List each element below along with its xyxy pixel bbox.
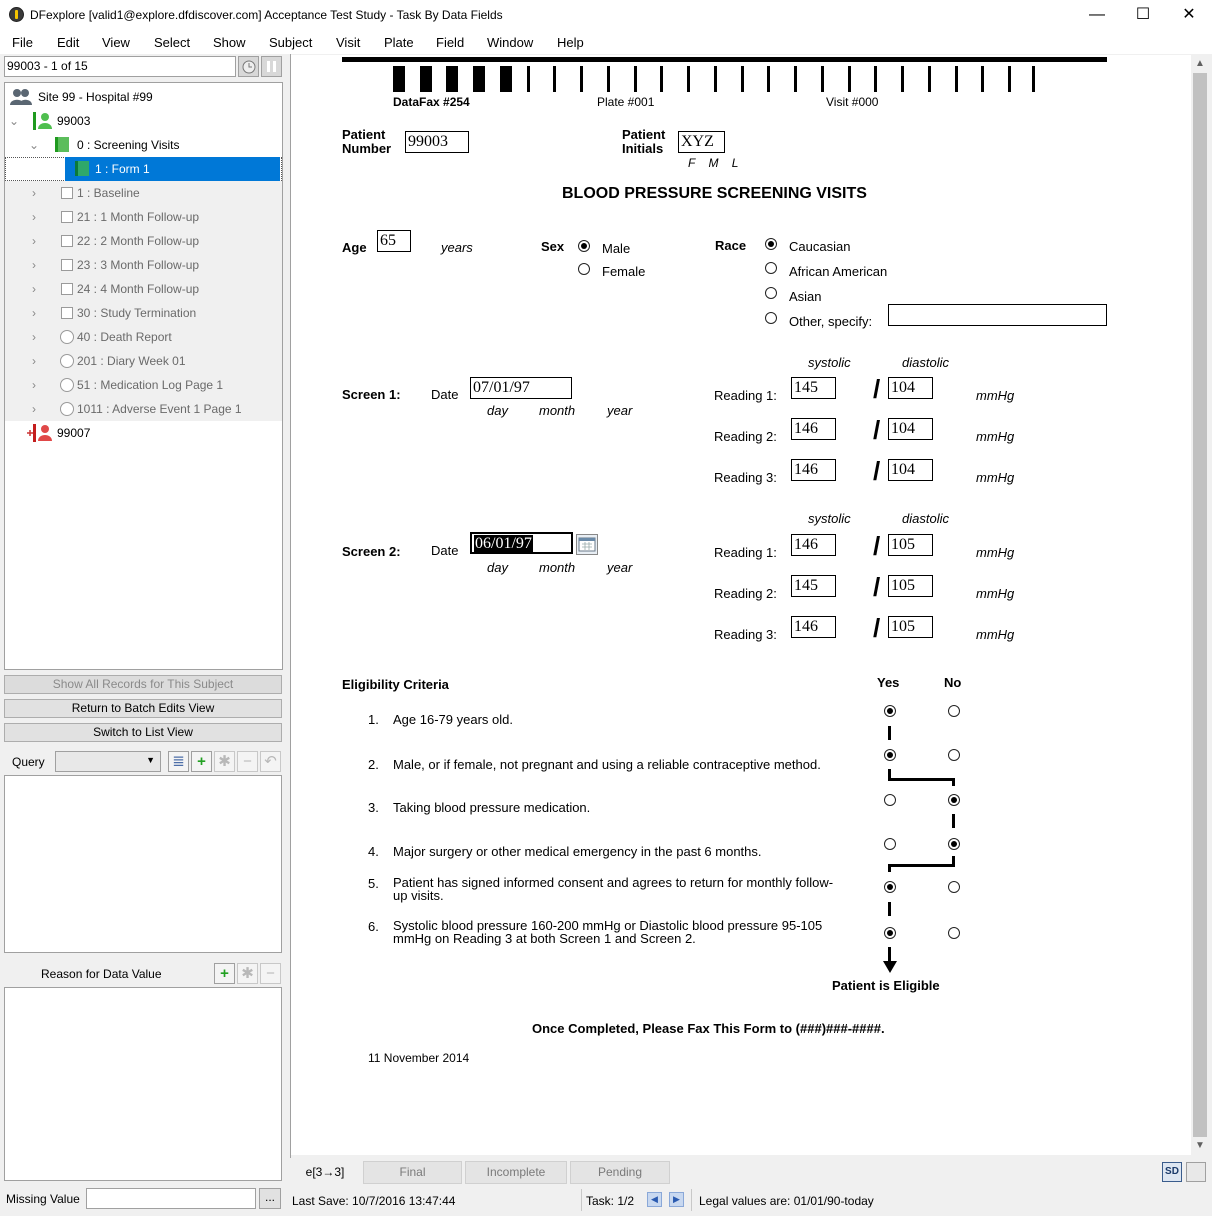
criterion5-yes-radio[interactable] bbox=[884, 881, 896, 893]
tree-item-label: 30 : Study Termination bbox=[77, 306, 197, 320]
app-icon bbox=[9, 7, 24, 22]
record-position: 99003 - 1 of 15 bbox=[4, 56, 236, 77]
last-save-status: Last Save: 10/7/2016 13:47:44 bbox=[292, 1194, 456, 1208]
missing-value-browse-button[interactable]: ... bbox=[259, 1188, 281, 1209]
barcode-bar bbox=[553, 66, 556, 92]
reading-label: Reading 2: bbox=[714, 586, 777, 601]
sex-male-radio[interactable] bbox=[578, 240, 590, 252]
close-button[interactable]: ✕ bbox=[1182, 6, 1196, 23]
visit-number: Visit #000 bbox=[826, 95, 879, 109]
unit-mmhg: mmHg bbox=[976, 627, 1015, 642]
screen1-label: Screen 1: bbox=[342, 387, 401, 402]
screen2-label: Screen 2: bbox=[342, 544, 401, 559]
race-caucasian-radio[interactable] bbox=[765, 238, 777, 250]
visit-green-icon bbox=[55, 137, 69, 152]
show-all-records-button[interactable]: Show All Records for This Subject bbox=[4, 675, 282, 694]
barcode-bar bbox=[500, 66, 512, 92]
barcode-bar bbox=[794, 66, 797, 92]
race-other-radio[interactable] bbox=[765, 312, 777, 324]
chevron-down-icon[interactable]: ⌄ bbox=[29, 138, 40, 152]
empty-circle-icon bbox=[60, 378, 74, 392]
empty-box-icon bbox=[61, 307, 73, 319]
task-prev-icon[interactable]: ◀ bbox=[647, 1192, 662, 1207]
criterion-text: Patient has signed informed consent and agrees to return for monthly follow-up visits. bbox=[393, 875, 834, 903]
chevron-right-icon[interactable]: › bbox=[32, 330, 36, 344]
reading-label: Reading 3: bbox=[714, 470, 777, 485]
chevron-right-icon[interactable]: › bbox=[32, 306, 36, 320]
tree-item[interactable] bbox=[5, 373, 282, 397]
barcode-bar bbox=[393, 66, 405, 92]
barcode-bar bbox=[928, 66, 931, 92]
subject-green-icon bbox=[33, 112, 55, 130]
edit-query-icon[interactable]: ✱ bbox=[214, 751, 235, 772]
tree-item[interactable] bbox=[5, 253, 282, 277]
reason-text-area[interactable] bbox=[4, 987, 282, 1181]
criterion1-yes-radio[interactable] bbox=[884, 705, 896, 717]
screen2-date-value: 06/01/97 bbox=[475, 535, 532, 552]
initials-hint: F M L bbox=[688, 156, 739, 170]
list-lines-icon[interactable]: ≣ bbox=[168, 751, 189, 772]
barcode-top-bar bbox=[342, 57, 1107, 62]
tree-item[interactable] bbox=[5, 277, 282, 301]
race-african-american-radio[interactable] bbox=[765, 262, 777, 274]
tree-item-label: 21 : 1 Month Follow-up bbox=[77, 210, 200, 224]
barcode-bar bbox=[446, 66, 458, 92]
status-incomplete-button[interactable]: Incomplete bbox=[465, 1161, 567, 1184]
screen1-reading2-diastolic[interactable]: 104 bbox=[888, 418, 933, 440]
query-select[interactable] bbox=[55, 751, 161, 772]
age-field[interactable]: 65 bbox=[377, 230, 411, 252]
barcode-bar bbox=[1008, 66, 1011, 92]
barcode-bar bbox=[767, 66, 770, 92]
reading-label: Reading 1: bbox=[714, 545, 777, 560]
eligibility-yes-header: Yes bbox=[877, 675, 900, 690]
barcode-bar bbox=[901, 66, 904, 92]
barcode-bar bbox=[420, 66, 432, 92]
criterion3-yes-radio[interactable] bbox=[884, 794, 896, 806]
flow-line bbox=[888, 778, 955, 781]
status-divider bbox=[691, 1189, 692, 1211]
unit-mmhg: mmHg bbox=[976, 388, 1015, 403]
title-bar bbox=[0, 0, 1212, 30]
systolic-header: systolic bbox=[808, 511, 851, 526]
subject-red-icon bbox=[25, 424, 55, 442]
criterion-number: 4. bbox=[368, 844, 379, 859]
eligibility-no-header: No bbox=[944, 675, 962, 690]
screen2-reading2-systolic[interactable]: 145 bbox=[791, 575, 836, 597]
calendar-icon[interactable] bbox=[576, 534, 598, 555]
tree-item-label: 1 : Baseline bbox=[77, 186, 140, 200]
empty-circle-icon bbox=[60, 402, 74, 416]
sex-female-radio[interactable] bbox=[578, 263, 590, 275]
barcode-bar bbox=[634, 66, 637, 92]
criterion3-no-radio[interactable] bbox=[948, 794, 960, 806]
slash-separator: / bbox=[873, 456, 881, 486]
patient-initials-label bbox=[622, 128, 665, 156]
tree-item[interactable] bbox=[5, 325, 282, 349]
reading-label: Reading 3: bbox=[714, 627, 777, 642]
screen2-reading1-systolic[interactable]: 146 bbox=[791, 534, 836, 556]
patient-number-label-line1: Patient bbox=[342, 127, 386, 142]
date-month-hint: month bbox=[539, 560, 576, 575]
eligibility-title: Eligibility Criteria bbox=[342, 677, 449, 692]
screen2-reading2-diastolic[interactable]: 105 bbox=[888, 575, 933, 597]
task-next-icon[interactable]: ▶ bbox=[669, 1192, 684, 1207]
empty-box-icon bbox=[61, 259, 73, 271]
tree-item[interactable] bbox=[5, 349, 282, 373]
barcode-bar bbox=[848, 66, 851, 92]
empty-circle-icon bbox=[60, 330, 74, 344]
race-other-label: Other, specify: bbox=[789, 314, 873, 329]
criterion6-yes-radio[interactable] bbox=[884, 927, 896, 939]
edit-reason-icon[interactable]: ✱ bbox=[237, 963, 258, 984]
slash-separator: / bbox=[873, 531, 881, 561]
screen1-reading1-systolic[interactable]: 145 bbox=[791, 377, 836, 399]
chevron-down-icon[interactable]: ⌄ bbox=[9, 114, 20, 128]
criterion1-no-radio[interactable] bbox=[948, 705, 960, 717]
chevron-right-icon[interactable]: › bbox=[32, 282, 36, 296]
empty-box-icon bbox=[61, 187, 73, 199]
race-african-american-label: African American bbox=[789, 264, 888, 279]
legal-values-status: Legal values are: 01/01/90-today bbox=[699, 1194, 874, 1208]
race-caucasian-label: Caucasian bbox=[789, 239, 851, 254]
race-asian-radio[interactable] bbox=[765, 287, 777, 299]
criterion-text: Age 16-79 years old. bbox=[393, 712, 513, 727]
menu-field[interactable]: Field bbox=[436, 35, 465, 50]
screen2-reading1-diastolic[interactable]: 105 bbox=[888, 534, 933, 556]
tree-visit-label: 0 : Screening Visits bbox=[77, 138, 180, 152]
criterion-number: 6. bbox=[368, 919, 379, 934]
status-pending-button[interactable]: Pending bbox=[570, 1161, 670, 1184]
datafax-number: DataFax #254 bbox=[393, 95, 470, 109]
task-status: Task: 1/2 bbox=[586, 1194, 635, 1208]
menu-view[interactable]: View bbox=[102, 35, 130, 50]
delete-reason-icon[interactable]: − bbox=[260, 963, 281, 984]
date-day-hint: day bbox=[487, 560, 508, 575]
barcode-bar bbox=[660, 66, 663, 92]
barcode-bar bbox=[1032, 66, 1035, 92]
chevron-right-icon[interactable]: › bbox=[32, 210, 36, 224]
tree-item[interactable] bbox=[5, 301, 282, 325]
switch-list-view-button[interactable]: Switch to List View bbox=[4, 723, 282, 742]
tree-site-label: Site 99 - Hospital #99 bbox=[38, 90, 153, 104]
empty-box-icon bbox=[61, 235, 73, 247]
barcode-bar bbox=[714, 66, 717, 92]
criterion5-no-radio[interactable] bbox=[948, 881, 960, 893]
tree-item-label: 40 : Death Report bbox=[77, 330, 172, 344]
criterion-text: Taking blood pressure medication. bbox=[393, 800, 591, 815]
race-asian-label: Asian bbox=[789, 289, 822, 304]
query-text-area[interactable] bbox=[4, 775, 282, 953]
menu-help[interactable]: Help bbox=[557, 35, 584, 50]
patient-initials-label-line1: Patient bbox=[622, 127, 666, 142]
status-final-button[interactable]: Final bbox=[363, 1161, 462, 1184]
minimize-button[interactable]: — bbox=[1089, 6, 1105, 23]
chevron-right-icon[interactable]: › bbox=[32, 354, 36, 368]
status-divider bbox=[581, 1189, 582, 1211]
scroll-down-icon[interactable]: ▼ bbox=[1195, 1140, 1205, 1151]
barcode-bar bbox=[741, 66, 744, 92]
tree-item-label: 23 : 3 Month Follow-up bbox=[77, 258, 200, 272]
criterion2-no-radio[interactable] bbox=[948, 749, 960, 761]
flow-line bbox=[888, 864, 891, 872]
slash-separator: / bbox=[873, 374, 881, 404]
criterion4-no-radio[interactable] bbox=[948, 838, 960, 850]
form-date-printed: 11 November 2014 bbox=[368, 1051, 470, 1065]
scroll-up-icon[interactable]: ▲ bbox=[1195, 58, 1205, 69]
slash-separator: / bbox=[873, 613, 881, 643]
clock-icon[interactable] bbox=[238, 56, 259, 77]
arrow-down-icon bbox=[882, 960, 898, 974]
dropdown-arrow-icon: ▼ bbox=[146, 755, 155, 765]
tree-item[interactable] bbox=[5, 205, 282, 229]
screen1-date-label: Date bbox=[431, 387, 459, 402]
barcode-bar bbox=[473, 66, 485, 92]
chevron-right-icon[interactable]: › bbox=[32, 378, 36, 392]
maximize-button[interactable]: ☐ bbox=[1135, 6, 1151, 23]
barcode-bar bbox=[874, 66, 877, 92]
subject-tree bbox=[4, 82, 283, 670]
tree-visit-0[interactable] bbox=[5, 133, 282, 157]
criterion-number: 3. bbox=[368, 800, 379, 815]
missing-value-input[interactable] bbox=[86, 1188, 256, 1209]
menu-window[interactable]: Window bbox=[487, 35, 534, 50]
unit-mmhg: mmHg bbox=[976, 586, 1015, 601]
reading-label: Reading 2: bbox=[714, 429, 777, 444]
screen1-reading1-diastolic[interactable]: 104 bbox=[888, 377, 933, 399]
screen1-reading3-diastolic[interactable]: 104 bbox=[888, 459, 933, 481]
barcode-bar bbox=[981, 66, 984, 92]
pause-icon[interactable] bbox=[261, 56, 282, 77]
chevron-right-icon[interactable]: › bbox=[32, 234, 36, 248]
tree-item[interactable] bbox=[5, 397, 282, 421]
age-label: Age bbox=[342, 240, 367, 255]
chevron-right-icon[interactable]: › bbox=[32, 186, 36, 200]
add-query-icon[interactable]: + bbox=[191, 751, 212, 772]
patient-initials-label-line2: Initials bbox=[622, 141, 664, 156]
sd-icon[interactable]: SD bbox=[1162, 1162, 1182, 1182]
slash-separator: / bbox=[873, 572, 881, 602]
empty-circle-icon bbox=[60, 354, 74, 368]
tree-item-label: 24 : 4 Month Follow-up bbox=[77, 282, 200, 296]
barcode-bar bbox=[580, 66, 583, 92]
barcode-bar bbox=[687, 66, 690, 92]
barcode-bar bbox=[955, 66, 958, 92]
barcode-bar bbox=[821, 66, 824, 92]
tree-site[interactable] bbox=[5, 85, 282, 109]
race-label: Race bbox=[715, 238, 747, 253]
tree-item-label: 201 : Diary Week 01 bbox=[77, 354, 186, 368]
chevron-right-icon[interactable]: › bbox=[32, 258, 36, 272]
add-reason-icon[interactable]: + bbox=[214, 963, 235, 984]
criterion-text: Major surgery or other medical emergency in the past 6 months. bbox=[393, 844, 762, 859]
menu-bar bbox=[0, 30, 1212, 54]
race-other-specify-field[interactable] bbox=[888, 304, 1107, 326]
diastolic-header: diastolic bbox=[902, 511, 949, 526]
delete-query-icon[interactable]: − bbox=[237, 751, 258, 772]
reason-label: Reason for Data Value bbox=[41, 967, 162, 981]
unit-mmhg: mmHg bbox=[976, 470, 1015, 485]
diastolic-header: diastolic bbox=[902, 355, 949, 370]
patient-number-field[interactable]: 99003 bbox=[405, 131, 469, 153]
tree-subject-label: 99007 bbox=[57, 426, 91, 440]
form-green-icon-overlay bbox=[75, 161, 89, 176]
unit-mmhg: mmHg bbox=[976, 545, 1015, 560]
status-extra-button[interactable] bbox=[1186, 1162, 1206, 1182]
flow-line bbox=[888, 864, 955, 867]
scrollbar-thumb[interactable] bbox=[1193, 73, 1207, 1137]
criterion2-yes-radio[interactable] bbox=[884, 749, 896, 761]
tree-item[interactable] bbox=[5, 229, 282, 253]
flow-line bbox=[888, 902, 891, 916]
criterion4-yes-radio[interactable] bbox=[884, 838, 896, 850]
screen2-reading3-diastolic[interactable]: 105 bbox=[888, 616, 933, 638]
criterion-number: 5. bbox=[368, 876, 379, 891]
menu-show[interactable]: Show bbox=[213, 35, 246, 50]
criterion-text: Male, or if female, not pregnant and using a reliable contraceptive method. bbox=[393, 757, 821, 772]
menu-file[interactable]: File bbox=[12, 35, 33, 50]
tree-item-label: 51 : Medication Log Page 1 bbox=[77, 378, 224, 392]
age-years-unit: years bbox=[441, 240, 473, 255]
screen1-date-field[interactable]: 07/01/97 bbox=[470, 377, 572, 399]
screen2-date-field[interactable] bbox=[470, 532, 573, 554]
tree-subject-99003[interactable] bbox=[5, 109, 282, 133]
unit-mmhg: mmHg bbox=[976, 429, 1015, 444]
tree-item-label: 22 : 2 Month Follow-up bbox=[77, 234, 200, 248]
undo-query-icon[interactable]: ↶ bbox=[260, 751, 281, 772]
tree-form-label: 1 : Form 1 bbox=[65, 157, 280, 181]
systolic-header: systolic bbox=[808, 355, 851, 370]
form-footer-fax: Once Completed, Please Fax This Form to (###)###-####. bbox=[532, 1021, 885, 1036]
barcode-bar bbox=[527, 66, 530, 92]
criterion6-no-radio[interactable] bbox=[948, 927, 960, 939]
patient-number-label-line2: Number bbox=[342, 141, 392, 156]
menu-plate[interactable]: Plate bbox=[384, 35, 414, 50]
date-day-hint: day bbox=[487, 403, 508, 418]
date-year-hint: year bbox=[607, 560, 633, 575]
menu-edit[interactable]: Edit bbox=[57, 35, 80, 50]
screen1-reading3-systolic[interactable]: 146 bbox=[791, 459, 836, 481]
menu-select[interactable]: Select bbox=[154, 35, 191, 50]
criterion-number: 2. bbox=[368, 757, 379, 772]
slash-separator: / bbox=[873, 415, 881, 445]
level-indicator: e[3→3] bbox=[290, 1161, 360, 1184]
sex-female-label: Female bbox=[602, 264, 646, 279]
date-year-hint: year bbox=[607, 403, 633, 418]
empty-box-icon bbox=[61, 283, 73, 295]
tree-item[interactable] bbox=[5, 181, 282, 205]
flow-line bbox=[952, 814, 955, 828]
sex-male-label: Male bbox=[602, 241, 631, 256]
reading-label: Reading 1: bbox=[714, 388, 777, 403]
empty-box-icon bbox=[61, 211, 73, 223]
barcode-bar bbox=[607, 66, 610, 92]
sex-label: Sex bbox=[541, 239, 565, 254]
patient-number-label bbox=[342, 128, 391, 156]
return-batch-edits-button[interactable]: Return to Batch Edits View bbox=[4, 699, 282, 718]
form-title: BLOOD PRESSURE SCREENING VISITS bbox=[562, 185, 867, 202]
plate-number: Plate #001 bbox=[597, 95, 655, 109]
window-title: DFexplore [valid1@explore.dfdiscover.com] Acceptance Test Study - Task By Data Fields bbox=[30, 8, 503, 22]
screen1-reading2-systolic[interactable]: 146 bbox=[791, 418, 836, 440]
menu-subject[interactable]: Subject bbox=[269, 35, 313, 50]
flow-line bbox=[952, 778, 955, 786]
missing-value-label: Missing Value bbox=[6, 1192, 80, 1206]
patient-initials-field[interactable]: XYZ bbox=[678, 131, 725, 153]
tree-subject-label: 99003 bbox=[57, 114, 91, 128]
tree-item-label: 1011 : Adverse Event 1 Page 1 bbox=[77, 402, 242, 416]
eligibility-result: Patient is Eligible bbox=[832, 978, 940, 993]
query-label: Query bbox=[12, 755, 45, 769]
criterion-text: Systolic blood pressure 160-200 mmHg or Diastolic blood pressure 95-105 mmHg on Reading 3 at both Screen 1 and Screen 2. bbox=[393, 918, 823, 946]
tree-subject-99007[interactable] bbox=[5, 421, 282, 445]
screen2-date-label: Date bbox=[431, 543, 459, 558]
screen2-reading3-systolic[interactable]: 146 bbox=[791, 616, 836, 638]
criterion-number: 1. bbox=[368, 712, 379, 727]
chevron-right-icon[interactable]: › bbox=[32, 402, 36, 416]
date-month-hint: month bbox=[539, 403, 576, 418]
tree-form-1[interactable] bbox=[5, 157, 282, 181]
flow-line bbox=[888, 726, 891, 740]
site-users-icon bbox=[9, 87, 35, 107]
menu-visit[interactable]: Visit bbox=[336, 35, 361, 50]
